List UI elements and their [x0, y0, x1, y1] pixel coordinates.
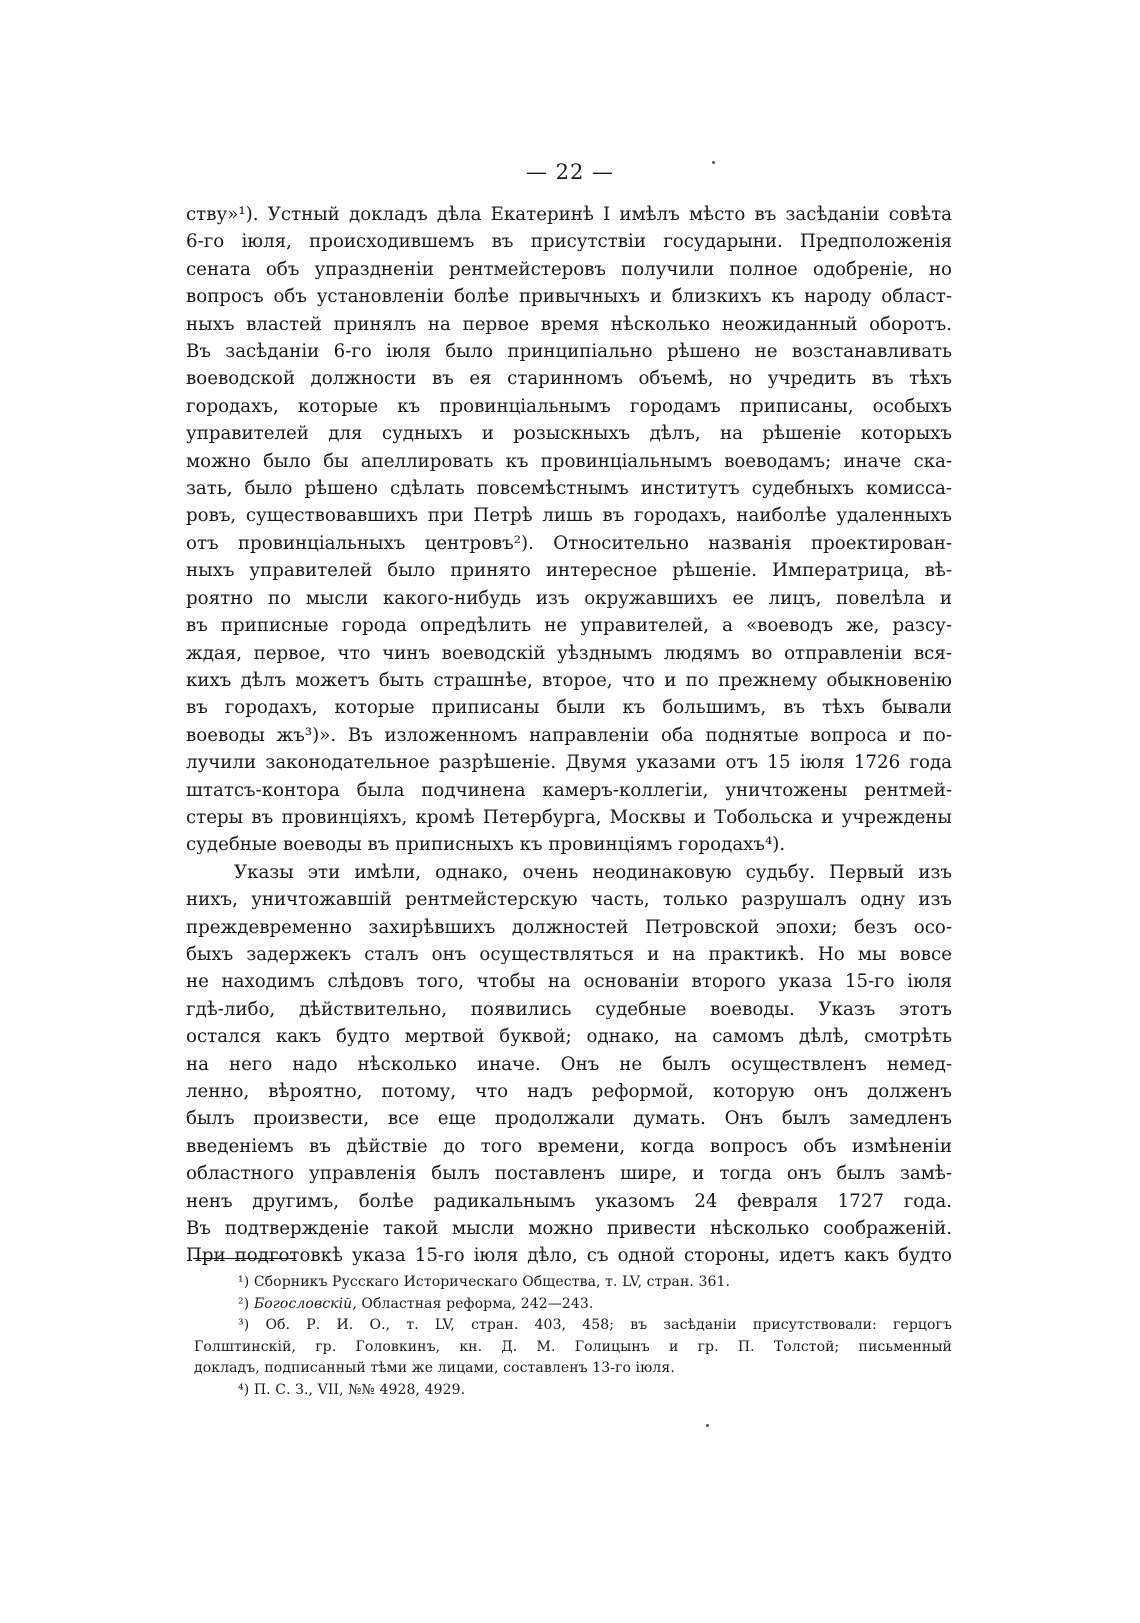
- text-line: сената объ упраздненіи рентмейстеровъ получили полное одобреніе, но: [186, 258, 952, 280]
- text-line: Указы эти имѣли, однако, очень неодинаковую судьбу. Первый изъ: [234, 861, 952, 883]
- text-line: быхъ задержекъ сталъ онъ осуществляться и на практикѣ. Но мы вовсе: [186, 943, 952, 965]
- footnote-divider: [193, 1258, 296, 1259]
- footnote-text: П. С. З., VII, №№ 4928, 4929.: [253, 1381, 466, 1398]
- footnote-line: [194, 1315, 952, 1337]
- text-line: лучили законодательное разрѣшеніе. Двумя указами отъ 15 іюля 1726 года: [186, 752, 952, 774]
- text-line: штатсъ-контора была подчинена камеръ-коллегіи, уничтожены рентмей-: [186, 779, 952, 801]
- text-line: ныхъ властей принялъ на первое время нѣсколько неожиданный оборотъ.: [186, 313, 952, 335]
- text-line: на него надо нѣсколько иначе. Онъ не былъ осуществленъ немед-: [186, 1053, 952, 1075]
- text-line: отъ провинціальныхъ центровъ²). Относительно названія проектирован-: [186, 532, 952, 554]
- text-line: Въ подтвержденіе такой мысли можно привести нѣсколько соображеній.: [186, 1218, 952, 1240]
- text-line: гдѣ-либо, дѣйствительно, появились судебные воеводы. Указъ этотъ: [186, 998, 952, 1020]
- text-line: ныхъ управителей было принято интересное рѣшеніе. Императрица, вѣ-: [186, 560, 952, 582]
- text-line: зать, было рѣшено сдѣлать повсемѣстнымъ институтъ судебныхъ комисса-: [186, 478, 952, 500]
- text-line: введеніемъ въ дѣйствіе до того времени, когда вопросъ объ измѣненіи: [186, 1135, 952, 1157]
- text-line: судебные воеводы въ приписныхъ къ провинціямъ городахъ⁴).: [186, 834, 786, 856]
- speck-mark: [706, 1424, 709, 1427]
- text-line: городахъ, которые къ провинціальнымъ городамъ приписаны, особыхъ: [186, 395, 952, 417]
- text-line: ровъ, существовавшихъ при Петрѣ лишь въ городахъ, наиболѣе удаленныхъ: [186, 505, 952, 527]
- page-number: — 22 —: [525, 160, 615, 184]
- text-line: областного управленія былъ поставленъ шире, и тогда онъ былъ замѣ-: [186, 1163, 952, 1185]
- text-line: преждевременно захирѣвшихъ должностей Петровской эпохи; безъ осо-: [186, 916, 952, 938]
- text-line: остался какъ будто мертвой буквой; однако, на самомъ дѣлѣ, смотрѣть: [186, 1026, 952, 1048]
- speck-mark: [712, 161, 715, 164]
- text-line: кихъ дѣлъ можетъ быть страшнѣе, второе, что и по прежнему обыкновенію: [186, 669, 952, 691]
- main-text: [186, 201, 952, 1270]
- text-line: роятно по мысли какого-нибудь изъ окружавшихъ ее лицъ, повелѣла и: [186, 587, 952, 609]
- text-line: При подготовкѣ указа 15-го іюля дѣло, съ одной стороны, идетъ какъ будто: [186, 1245, 952, 1267]
- footnote-line: докладъ, подписанный тѣми же лицами, составленъ 13-го іюля.: [194, 1360, 675, 1376]
- text-line: въ приписные города опредѣлить не управителей, а «воеводъ же, разсу-: [186, 615, 952, 637]
- text-line: Въ засѣданіи 6-го іюля было принципіально рѣшено не возстанавливать: [186, 341, 952, 363]
- text-line: въ городахъ, которые приписаны были къ большимъ, въ тѣхъ бывали: [186, 697, 952, 719]
- text-line: былъ произвести, все еще продолжали думать. Онъ былъ замедленъ: [186, 1108, 952, 1130]
- footnote-2: [194, 1294, 952, 1316]
- footnote-text: Сборникъ Русскаго Историческаго Общества, т. LV, стран. 361.: [253, 1274, 731, 1290]
- footnote-mark: ²): [238, 1295, 250, 1312]
- footnotes: [194, 1272, 952, 1401]
- text-line: 6-го іюля, происходившемъ въ присутствіи государыни. Предположенія: [186, 231, 952, 253]
- text-line: не находимъ слѣдовъ того, чтобы на основаніи второго указа 15-го іюля: [186, 971, 952, 993]
- text-line: воеводской должности въ ея старинномъ объемѣ, но учредить въ тѣхъ: [186, 368, 952, 390]
- footnote-mark: ⁴): [238, 1381, 250, 1398]
- text-line: управителей для судныхъ и розыскныхъ дѣлъ, на рѣшеніе которыхъ: [186, 423, 952, 445]
- footnote-author: Богословскій,: [253, 1295, 357, 1312]
- footnote-line: Голштинскій, гр. Головкинъ, кн. Д. М. Голицынъ и гр. П. Толстой; письменный: [194, 1338, 952, 1355]
- text-line: стеры въ провинціяхъ, кромѣ Петербурга, Москвы и Тобольска и учреждены: [186, 806, 952, 828]
- footnote-4: [194, 1380, 952, 1402]
- footnote-text: Об. Р. И. О., т. LV, стран. 403, 458; въ засѣданіи присутствовали: герцогъ: [265, 1317, 952, 1333]
- text-line: ждая, первое, что чинъ воеводскій уѣзднымъ людямъ во отправленіи вся-: [186, 642, 952, 664]
- text-line: ству»¹). Устный докладъ дѣла Екатеринѣ I имѣлъ мѣсто въ засѣданіи совѣта: [186, 204, 952, 225]
- text-line: вопросъ объ установленіи болѣе привычныхъ и близкихъ къ народу област-: [186, 286, 952, 308]
- text-line: ленно, вѣроятно, потому, что надъ реформой, которую онъ долженъ: [186, 1081, 952, 1102]
- text-line: можно было бы апеллировать къ провинціальнымъ воеводамъ; иначе ска-: [186, 450, 952, 472]
- footnote-mark: ³): [238, 1317, 250, 1333]
- footnote-mark: ¹): [238, 1274, 250, 1290]
- text-line: ненъ другимъ, болѣе радикальнымъ указомъ 24 февраля 1727 года.: [186, 1190, 952, 1212]
- text-line: нихъ, уничтожавшій рентмейстерскую часть, только разрушалъ одну изъ: [186, 889, 952, 911]
- footnote-text: Областная реформа, 242—243.: [361, 1295, 594, 1312]
- footnote-3: [194, 1315, 952, 1380]
- footnote-1: [194, 1272, 952, 1294]
- text-line: воеводы жъ³)». Въ изложенномъ направленіи оба поднятые вопроса и по-: [186, 724, 952, 746]
